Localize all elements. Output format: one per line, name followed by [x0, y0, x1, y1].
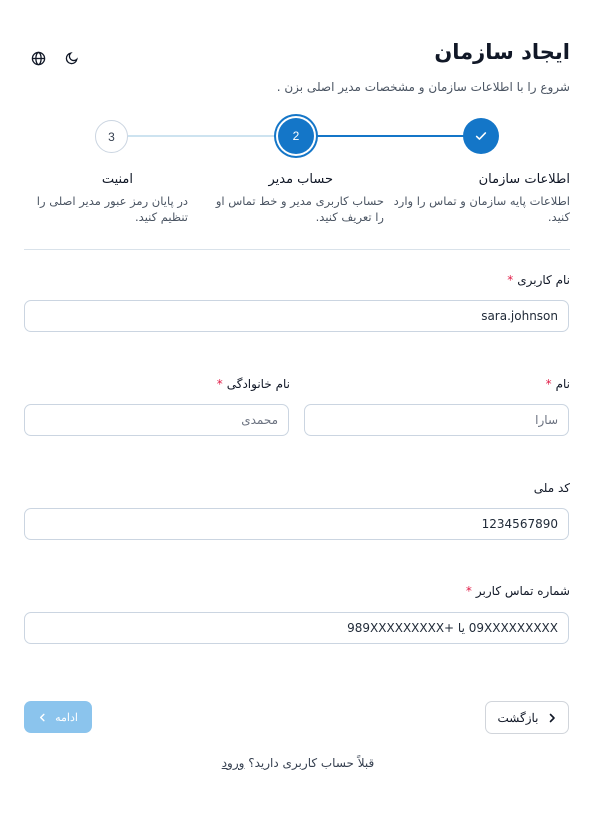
first-name-input[interactable]	[304, 404, 569, 436]
step-1-indicator	[463, 118, 499, 154]
page-title: ایجاد سازمان	[434, 40, 570, 64]
phone-label: شماره تماس کاربر*	[465, 584, 570, 598]
header-toolbar	[28, 48, 82, 68]
national-id-input[interactable]	[24, 508, 569, 540]
step-3-label: امنیت	[101, 172, 133, 187]
national-id-label: کد ملی	[533, 481, 570, 495]
globe-icon[interactable]	[28, 48, 48, 68]
last-name-input[interactable]	[24, 404, 289, 436]
back-button[interactable]	[485, 701, 569, 734]
continue-button-label: ادامه	[55, 711, 78, 724]
moon-icon[interactable]	[62, 48, 82, 68]
username-label: نام کاربری*	[507, 273, 570, 287]
step-2-number: 2	[292, 129, 300, 143]
login-link[interactable]: ورود	[221, 756, 245, 770]
check-icon	[474, 129, 488, 143]
divider	[24, 249, 570, 250]
step-3-indicator	[95, 120, 128, 153]
step-1-label: اطلاعات سازمان	[478, 172, 570, 187]
login-prompt-text: قبلاً حساب کاربری دارید؟	[248, 756, 375, 770]
chevron-right-icon	[547, 713, 557, 723]
step-2-desc: حساب کاربری مدیر و خط تماس او را تعریف کنید.	[215, 194, 384, 224]
step-1-desc: اطلاعات پایه سازمان و تماس را وارد کنید.	[393, 194, 570, 224]
step-connector-complete	[314, 135, 464, 137]
step-3-desc: در پایان رمز عبور مدیر اصلی را تنظیم کنید.	[36, 194, 188, 224]
step-2-indicator	[278, 118, 314, 154]
required-mark: *	[465, 584, 472, 598]
back-button-label: بازگشت	[497, 710, 539, 725]
chevron-left-icon	[38, 713, 47, 722]
phone-input[interactable]	[24, 612, 569, 644]
step-2-label: حساب مدیر	[268, 172, 333, 187]
username-input[interactable]	[24, 300, 569, 332]
continue-button[interactable]	[24, 701, 92, 733]
required-mark: *	[507, 273, 514, 287]
required-mark: *	[545, 377, 552, 391]
login-prompt	[0, 756, 596, 770]
step-3-number: 3	[108, 129, 115, 144]
required-mark: *	[216, 377, 223, 391]
step-connector-pending	[128, 135, 278, 137]
last-name-label: نام خانوادگی*	[216, 377, 290, 391]
first-name-label: نام*	[545, 377, 570, 391]
stepper	[0, 118, 596, 238]
page-subtitle: شروع را با اطلاعات سازمان و مشخصات مدیر اصلی بزن .	[276, 80, 570, 94]
